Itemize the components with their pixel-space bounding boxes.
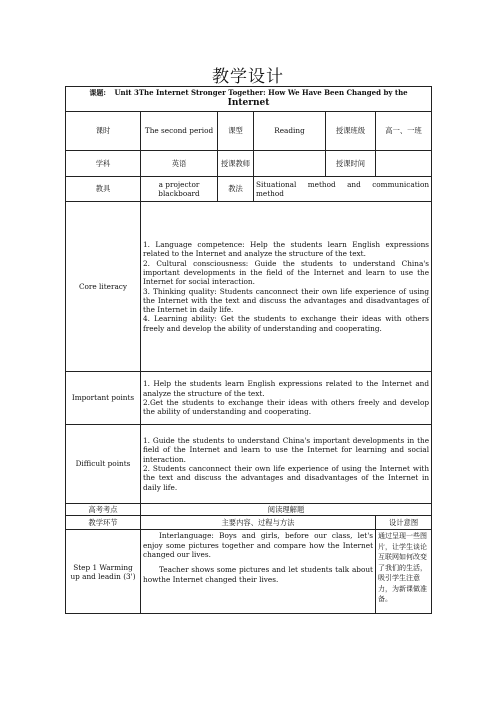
- header-intent: 设计意图: [376, 516, 432, 530]
- important-label: Important points: [66, 372, 141, 425]
- step1-para: Interlanguage: Boys and girls, before our class, let's enjoy some pictures together and compare how the Internet changed our lives.: [143, 531, 373, 559]
- core-item: 2. Cultural consciousness: Guide the students to understand China's important developments in the field of the Internet and learn to use the Internet for social interaction.: [143, 258, 430, 287]
- tools-row: [66, 177, 432, 202]
- header-row: [66, 516, 432, 530]
- topic-last-word: Internet: [227, 97, 270, 108]
- difficult-item: 2. Students canconnect their own life experience of using the Internet with the text and discuss the advantages and disadvantages of the Internet in daily life.: [143, 464, 430, 492]
- subject-row: [66, 151, 432, 177]
- important-item: 1. Help the students learn English expressions related to the Internet and analyze the structure of the text.: [143, 379, 430, 398]
- method-value: Situational method and communication method: [254, 177, 432, 202]
- exam-value: 阅读理解题: [141, 504, 432, 516]
- topic-label: 课题:: [89, 87, 107, 97]
- topic-text: Unit 3The Internet Stronger Together: How We Have Been Changed by the: [114, 87, 408, 97]
- step1-intent: 通过呈现一些图片，让学生谈论互联网如何改变了我们的生活，吸引学生注意力，为新课做准备。: [376, 530, 432, 614]
- important-item: 2.Get the students to exchange their ideas with others freely and develop the ability of understanding and cooperating.: [143, 398, 430, 417]
- core-item: 1. Language competence: Help the students learn English expressions related to the Internet and analyze the structure of the text.: [143, 239, 430, 259]
- header-stage: 教学环节: [66, 516, 141, 530]
- important-content: [141, 372, 432, 425]
- page-title: 教学设计: [212, 67, 284, 87]
- period-label: 课时: [66, 112, 141, 151]
- exam-row: [66, 504, 432, 516]
- teacher-value: [254, 151, 326, 177]
- difficult-content: [141, 425, 432, 504]
- step1-stage: Step 1 Warming up and leadin (3'): [66, 530, 141, 614]
- difficult-row: [66, 425, 432, 504]
- tools-value-2: blackboard: [158, 189, 200, 198]
- method-label: 教法: [218, 177, 254, 202]
- subject-label: 学科: [66, 151, 141, 177]
- step1-para: Teacher shows some pictures and let students talk about howthe Internet changed their lives.: [143, 565, 373, 584]
- step1-content: [141, 530, 376, 614]
- teacher-label: 授课教师: [218, 151, 254, 177]
- type-value: Reading: [254, 112, 326, 151]
- type-label: 课型: [218, 112, 254, 151]
- core-row: [66, 202, 432, 372]
- tools-value: [141, 177, 218, 202]
- core-content: [141, 202, 432, 372]
- tools-label: 教具: [66, 177, 141, 202]
- important-row: [66, 372, 432, 425]
- class-value: 高一、一班: [376, 112, 432, 151]
- period-row: [66, 112, 432, 151]
- class-label: 授课班级: [326, 112, 376, 151]
- step1-row: [66, 530, 432, 614]
- tools-value-1: a projector: [158, 179, 200, 189]
- difficult-item: 1. Guide the students to understand China's important developments in the field of the Internet and learn to use the Internet for learning and social interaction.: [143, 436, 430, 464]
- subject-value: 英语: [141, 151, 218, 177]
- topic-cell: [66, 87, 432, 112]
- header-content: 主要内容、过程与方法: [141, 516, 376, 530]
- exam-label: 高考考点: [66, 504, 141, 516]
- core-item: 4. Learning ability: Get the students to exchange their ideas with others freely and develop the ability of understanding and cooperating.: [143, 314, 430, 333]
- core-item: 3. Thinking quality: Students canconnect their own life experience of using the Internet with the text and discuss the advantages and disadvantages of the Internet in daily life.: [143, 286, 430, 315]
- time-value: [376, 151, 432, 177]
- time-label: 授课时间: [326, 151, 376, 177]
- topic-row: [66, 87, 432, 112]
- lesson-plan-table: [65, 86, 432, 614]
- period-value: The second period: [141, 112, 218, 151]
- core-label: Core literacy: [66, 202, 141, 372]
- difficult-label: Difficult points: [66, 425, 141, 504]
